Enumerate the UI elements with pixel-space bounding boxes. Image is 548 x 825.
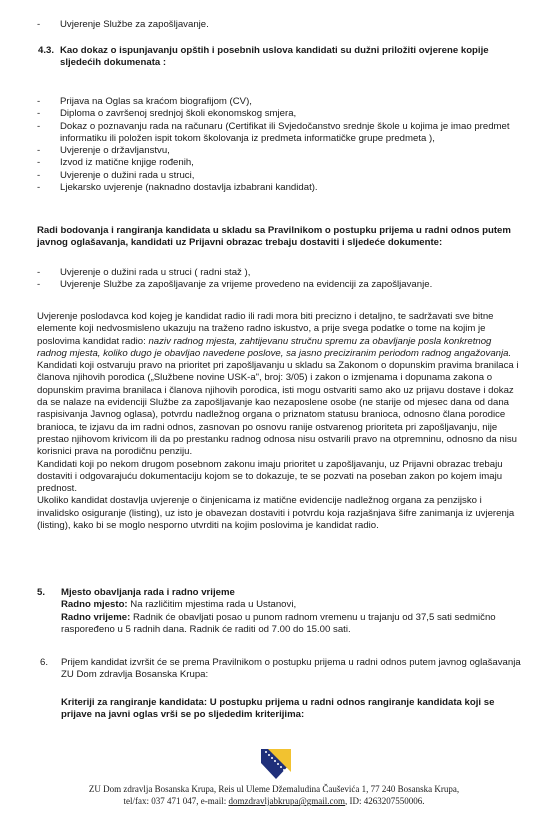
admission-text: Prijem kandidat izvršit će se prema Pravilnikom o postupku prijema u radni odnos putem javnog oglašavanja ZU Dom zdravlja Bosanska Krupa:: [61, 657, 521, 681]
list-item: - Diploma o završenoj srednjoj školi ekonomskog smjera,: [37, 108, 297, 120]
email-link[interactable]: domzdravljabkrupa@gmail.com: [228, 796, 345, 806]
section-heading: Mjesto obavljanja rada i radno vrijeme: [61, 587, 235, 598]
criteria-heading: Kriteriji za rangiranje kandidata: U postupku prijema u radni odnos rangiranje kandidata koji se prijave na javni oglas vrši se po sljededim kriterijima:: [61, 697, 495, 721]
list-item: - Uvjerenje Službe za zapošljavanje.: [37, 19, 209, 30]
list-item: - Izvod iz matične knjige rođenih,: [37, 157, 194, 169]
list-item: - Dokaz o poznavanju rada na računaru (Certifikat ili Svjedočanstvo srednje škole u kojima je imao predmet informatiku ili položen ispit tokom školovanja iz predmeta informatičke grupe predmeta ),: [37, 120, 510, 144]
list-item: - Prijava na Oglas sa kraćom biografijom (CV),: [37, 96, 252, 107]
employer-certificate-paragraph: Uvjerenje poslodavca kod kojeg je kandidat radio ili radi mora biti precizno i detaljno, te sadržavati sve bitne elemente koji nedvosmisleno ukazuju na traženo radno iskustvo, a prije svega podatke o tome na kojim je poslovima kandidat radio: naziv radnog mjesta, zahtijevanu stručnu spremu za obavljanje posla konkretnog radnog mjesta, koliko dugo je obavljao navedene poslove, sa jasno preciziranim periodom radnog angažovanja.: [37, 311, 512, 359]
work-place-line: Radno mjesto: Na različitim mjestima rada u Ustanovi,: [61, 599, 297, 611]
section-number: 5.: [37, 587, 46, 598]
list-item-text: Uvjerenje Službe za zapošljavanje.: [60, 19, 209, 30]
special-law-paragraph: Kandidati koji po nekom drugom posebnom zakonu imaju prioritet u zapošljavanju, uz Prijavni obrazac trebaju dostaviti i odgovarajuću dokumentaciju kojom se to dokazuje, te se pozvati na poseban zakon po kojem imaju prednost.: [37, 458, 503, 495]
work-place-section: [61, 587, 521, 636]
pension-listing-paragraph: Ukoliko kandidat dostavlja uvjerenje o činjenicama iz matične evidencije nadležnog organa za penzijsko i invalidsko osiguranje (listing), uz isto je obavezan dostaviti i potvrdu koja razjašnjava šifre zanimanja iz uvjerenja (listing), kako bi se moglo nesporno utvrditi na kojim poslovima je kandidat radio.: [37, 495, 515, 532]
footer: [0, 783, 548, 807]
required-documents-list: [37, 96, 522, 194]
list-item: - Ljekarsko uvjerenje (naknadno dostavlja izbabrani kandidat).: [37, 182, 318, 194]
priority-paragraph: Kandidati koji ostvaruju pravo na prioritet pri zapošljavanju u skladu sa Zakonom o dopunskim pravima branilaca i članova njihovih porodica („Službene novine USK-a", broj: 3/05) i zakon o izmjenama i dopunama zakona o dopunskim pravima branilaca i članova njihovih porodica, isti mogu ostvariti samo ako uz prijavu dostave i dokaz da se nalaze na evidenciji Službe za zapošljavanje kao nezaposlene osobe (ne starije od mjesec dana od dana raspisivanja Javnog oglasa), potvrdu nadležnog organa o priznatom statusu branioca, odnosno člana porodice branioca, te izjavu da im radni odnos, zasnovan po osnovu ranije ostvarenog prioriteta pri zapošljavanju, nije prestao njihovom krivicom ili da po prestanku radnog odnosa nisu ostvarili pravo na otpremninu, odnosno da nisu korisnici prava na porodičnu penziju.: [37, 360, 519, 458]
body-text: [37, 311, 523, 532]
coat-of-arms-icon: [258, 747, 294, 781]
list-item: - Uvjerenje o dužini rada u struci,: [37, 169, 195, 181]
section-number: 6.: [40, 657, 49, 668]
list-item: - Uvjerenje o državljanstvu,: [37, 145, 170, 157]
section-heading: Kao dokaz o ispunjavanju opštih i posebnih uslova kandidati su dužni priložiti ovjerene kopije sljedećih dokumenata :: [60, 45, 489, 69]
section-number: 4.3.: [38, 45, 55, 56]
top-list: [37, 19, 520, 31]
list-item: - Uvjerenje o dužini rada u struci ( radni staž ),: [37, 267, 251, 278]
footer-address: ZU Dom zdravlja Bosanska Krupa, Reis ul Uleme Džemaludina Čauševića 1, 77 240 Bosanska Krupa,: [88, 784, 460, 794]
work-time-line: Radno vrijeme: Radnik će obavljati posao u punom radnom vremenu u trajanju od 37,5 sati sedmično raspoređeno u 5 radnih dana. Radnik će raditi od 7.00 do 15.00 sati.: [61, 611, 496, 635]
scoring-documents-list: [37, 267, 522, 292]
scoring-heading: Radi bodovanja i rangiranja kandidata u skladu sa Pravilnikom o postupku prijema u radni odnos putem javnog oglašavanja, kandidati uz Prijavni obrazac trebaju dostaviti i sljedeće dokumente:: [37, 225, 511, 249]
footer-contact: tel/fax: 037 471 047, e-mail: domzdravljabkrupa@gmail.com, ID: 4263207550006.: [123, 796, 425, 806]
list-item: - Uvjerenje Službe za zapošljavanje za vrijeme provedeno na evidenciji za zapošljavanje.: [37, 279, 433, 291]
